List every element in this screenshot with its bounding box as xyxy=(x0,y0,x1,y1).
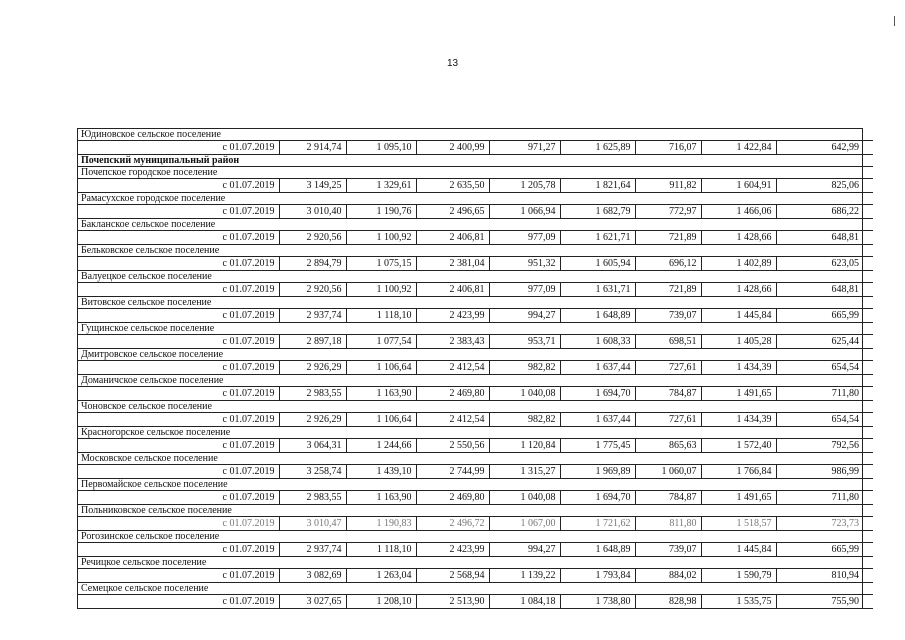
tariff-value-cell: 1 040,08 xyxy=(489,387,560,401)
settlement-name-row xyxy=(78,323,873,335)
tariff-value-cell: 1 648,89 xyxy=(560,543,635,557)
tariff-value-cell: 1 590,79 xyxy=(701,569,776,583)
tariff-value-cell: 986,99 xyxy=(776,465,873,479)
tariff-value-cell: 1 572,40 xyxy=(701,439,776,453)
tariff-value-cell: 1 329,61 xyxy=(346,179,416,193)
settlement-name-row xyxy=(78,129,873,141)
tariff-value-cell: 1 637,44 xyxy=(560,413,635,427)
tariff-value-cell: 698,51 xyxy=(635,335,701,349)
tariff-value-cell: 1 077,54 xyxy=(346,335,416,349)
effective-date-cell: с 01.07.2019 xyxy=(78,595,279,609)
tariff-value-cell: 2 744,99 xyxy=(416,465,489,479)
tariff-value-cell: 982,82 xyxy=(489,361,560,375)
tariff-value-cell: 2 568,94 xyxy=(416,569,489,583)
effective-date-cell: с 01.07.2019 xyxy=(78,465,279,479)
tariff-value-cell: 1 535,75 xyxy=(701,595,776,609)
effective-date-cell: с 01.07.2019 xyxy=(78,335,279,349)
tariff-value-cell: 2 423,99 xyxy=(416,309,489,323)
settlement-name: Чоновское сельское поселение xyxy=(81,401,212,412)
tariff-values-row xyxy=(78,283,873,297)
tariff-value-cell: 2 914,74 xyxy=(279,141,346,155)
page-number: 13 xyxy=(446,58,459,69)
tariff-value-cell: 884,02 xyxy=(635,569,701,583)
tariff-value-cell: 792,56 xyxy=(776,439,873,453)
settlement-name: Дмитровское сельское поселение xyxy=(81,349,224,360)
settlement-name-row xyxy=(78,557,873,569)
tariff-value-cell: 865,63 xyxy=(635,439,701,453)
tariff-value-cell: 1 969,89 xyxy=(560,465,635,479)
tariff-value-cell: 1 445,84 xyxy=(701,543,776,557)
tariff-value-cell: 1 060,07 xyxy=(635,465,701,479)
tariff-value-cell: 1 190,83 xyxy=(346,517,416,531)
settlement-name: Юдиновское сельское поселение xyxy=(81,129,221,140)
tariff-value-cell: 2 406,81 xyxy=(416,231,489,245)
settlement-name-row xyxy=(78,453,873,465)
tariff-value-cell: 2 496,72 xyxy=(416,517,489,531)
effective-date-cell: с 01.07.2019 xyxy=(78,387,279,401)
tariff-value-cell: 2 983,55 xyxy=(279,491,346,505)
tariff-value-cell: 1 139,22 xyxy=(489,569,560,583)
effective-date-cell: с 01.07.2019 xyxy=(78,569,279,583)
tariff-value-cell: 1 106,64 xyxy=(346,361,416,375)
tariff-value-cell: 1 106,64 xyxy=(346,413,416,427)
settlement-name-row xyxy=(78,583,873,595)
tariff-value-cell: 727,61 xyxy=(635,361,701,375)
tariff-value-cell: 1 608,33 xyxy=(560,335,635,349)
tariff-value-cell: 1 434,39 xyxy=(701,413,776,427)
tariff-values-row xyxy=(78,231,873,245)
tariff-value-cell: 1 491,65 xyxy=(701,491,776,505)
tariff-values-row xyxy=(78,361,873,375)
tariff-value-cell: 2 937,74 xyxy=(279,309,346,323)
settlement-name-row xyxy=(78,193,873,205)
tariff-value-cell: 1 648,89 xyxy=(560,309,635,323)
tariff-value-cell: 1 428,66 xyxy=(701,283,776,297)
settlement-name: Бакланское сельское поселение xyxy=(81,219,216,230)
tariff-value-cell: 1 605,94 xyxy=(560,257,635,271)
settlement-name: Доманичское сельское поселение xyxy=(81,375,224,386)
tariff-value-cell: 2 926,29 xyxy=(279,361,346,375)
tariff-value-cell: 1 694,70 xyxy=(560,491,635,505)
settlement-name-row xyxy=(78,297,873,309)
tariff-value-cell: 2 635,50 xyxy=(416,179,489,193)
settlement-name-row xyxy=(78,271,873,283)
tariff-value-cell: 721,89 xyxy=(635,231,701,245)
tariff-value-cell: 1 439,10 xyxy=(346,465,416,479)
tariff-value-cell: 739,07 xyxy=(635,309,701,323)
settlement-name-row xyxy=(78,505,873,517)
effective-date-cell: с 01.07.2019 xyxy=(78,517,279,531)
tariff-value-cell: 2 383,43 xyxy=(416,335,489,349)
tariff-value-cell: 654,54 xyxy=(776,413,873,427)
tariff-value-cell: 1 075,15 xyxy=(346,257,416,271)
tariff-value-cell: 3 149,25 xyxy=(279,179,346,193)
settlement-name-row xyxy=(78,531,873,543)
tariff-value-cell: 994,27 xyxy=(489,543,560,557)
effective-date-cell: с 01.07.2019 xyxy=(78,283,279,297)
tariff-value-cell: 2 550,56 xyxy=(416,439,489,453)
tariff-value-cell: 654,54 xyxy=(776,361,873,375)
tariff-value-cell: 977,09 xyxy=(489,231,560,245)
tariff-value-cell: 2 897,18 xyxy=(279,335,346,349)
tariff-value-cell: 2 400,99 xyxy=(416,141,489,155)
tariff-value-cell: 2 920,56 xyxy=(279,283,346,297)
tariff-values-row xyxy=(78,439,873,453)
tariff-values-row xyxy=(78,465,873,479)
tariff-table-container xyxy=(77,128,863,609)
tariff-values-row xyxy=(78,179,873,193)
effective-date-cell: с 01.07.2019 xyxy=(78,361,279,375)
tariff-value-cell: 1 095,10 xyxy=(346,141,416,155)
tariff-value-cell: 1 625,89 xyxy=(560,141,635,155)
settlement-name: Первомайское сельское поселение xyxy=(81,479,228,490)
tariff-value-cell: 1 694,70 xyxy=(560,387,635,401)
settlement-name: Гущинское сельское поселение xyxy=(81,323,215,334)
tariff-value-cell: 1 738,80 xyxy=(560,595,635,609)
effective-date-cell: с 01.07.2019 xyxy=(78,491,279,505)
tariff-value-cell: 811,80 xyxy=(635,517,701,531)
tariff-value-cell: 2 469,80 xyxy=(416,387,489,401)
tariff-value-cell: 1 402,89 xyxy=(701,257,776,271)
tariff-value-cell: 1 263,04 xyxy=(346,569,416,583)
settlement-name-row xyxy=(78,349,873,361)
settlement-name: Московское сельское поселение xyxy=(81,453,218,464)
district-name: Почепский муниципальный район xyxy=(78,155,873,167)
tariff-table xyxy=(78,129,873,609)
settlement-name: Рамасухское городское поселение xyxy=(81,193,226,204)
tariff-value-cell: 3 027,65 xyxy=(279,595,346,609)
effective-date-cell: с 01.07.2019 xyxy=(78,179,279,193)
tariff-value-cell: 1 631,71 xyxy=(560,283,635,297)
tariff-table-body xyxy=(78,129,873,609)
tariff-value-cell: 665,99 xyxy=(776,543,873,557)
tariff-value-cell: 721,89 xyxy=(635,283,701,297)
tariff-value-cell: 1 084,18 xyxy=(489,595,560,609)
tariff-value-cell: 1 315,27 xyxy=(489,465,560,479)
tariff-value-cell: 1 428,66 xyxy=(701,231,776,245)
tariff-value-cell: 3 258,74 xyxy=(279,465,346,479)
tariff-value-cell: 1 190,76 xyxy=(346,205,416,219)
tariff-value-cell: 2 469,80 xyxy=(416,491,489,505)
tariff-values-row xyxy=(78,595,873,609)
tariff-value-cell: 711,80 xyxy=(776,491,873,505)
tariff-value-cell: 971,27 xyxy=(489,141,560,155)
settlement-name-row xyxy=(78,401,873,413)
tariff-value-cell: 1 118,10 xyxy=(346,543,416,557)
tariff-values-row xyxy=(78,491,873,505)
tariff-value-cell: 1 604,91 xyxy=(701,179,776,193)
settlement-name-row xyxy=(78,479,873,491)
tariff-value-cell: 1 118,10 xyxy=(346,309,416,323)
tariff-values-row xyxy=(78,387,873,401)
settlement-name: Красногорское сельское поселение xyxy=(81,427,231,438)
tariff-value-cell: 977,09 xyxy=(489,283,560,297)
tariff-value-cell: 727,61 xyxy=(635,413,701,427)
tariff-value-cell: 1 518,57 xyxy=(701,517,776,531)
tariff-value-cell: 716,07 xyxy=(635,141,701,155)
tariff-value-cell: 1 434,39 xyxy=(701,361,776,375)
tariff-value-cell: 3 064,31 xyxy=(279,439,346,453)
tariff-value-cell: 772,97 xyxy=(635,205,701,219)
tariff-value-cell: 1 163,90 xyxy=(346,387,416,401)
tariff-value-cell: 686,22 xyxy=(776,205,873,219)
tariff-value-cell: 994,27 xyxy=(489,309,560,323)
tariff-value-cell: 1 793,84 xyxy=(560,569,635,583)
tariff-value-cell: 642,99 xyxy=(776,141,873,155)
tariff-value-cell: 1 766,84 xyxy=(701,465,776,479)
settlement-name: Польниковское сельское поселение xyxy=(81,505,232,516)
tariff-value-cell: 1 120,84 xyxy=(489,439,560,453)
tariff-value-cell: 2 894,79 xyxy=(279,257,346,271)
tariff-value-cell: 1 821,64 xyxy=(560,179,635,193)
tariff-value-cell: 1 066,94 xyxy=(489,205,560,219)
tariff-value-cell: 3 082,69 xyxy=(279,569,346,583)
effective-date-cell: с 01.07.2019 xyxy=(78,439,279,453)
effective-date-cell: с 01.07.2019 xyxy=(78,231,279,245)
settlement-name-row xyxy=(78,245,873,257)
tariff-values-row xyxy=(78,335,873,349)
tariff-value-cell: 911,82 xyxy=(635,179,701,193)
tariff-value-cell: 625,44 xyxy=(776,335,873,349)
tariff-value-cell: 953,71 xyxy=(489,335,560,349)
tariff-value-cell: 2 926,29 xyxy=(279,413,346,427)
tariff-value-cell: 696,12 xyxy=(635,257,701,271)
settlement-name: Валуецкое сельское поселение xyxy=(81,271,212,282)
scan-corner-mark xyxy=(894,16,895,26)
settlement-name-row xyxy=(78,167,873,179)
settlement-name-row xyxy=(78,375,873,387)
settlement-name-row xyxy=(78,427,873,439)
tariff-value-cell: 3 010,47 xyxy=(279,517,346,531)
settlement-name: Семецкое сельское поселение xyxy=(81,583,209,594)
tariff-value-cell: 1 244,66 xyxy=(346,439,416,453)
tariff-value-cell: 2 920,56 xyxy=(279,231,346,245)
tariff-value-cell: 810,94 xyxy=(776,569,873,583)
tariff-value-cell: 3 010,40 xyxy=(279,205,346,219)
tariff-value-cell: 2 412,54 xyxy=(416,361,489,375)
tariff-value-cell: 648,81 xyxy=(776,283,873,297)
tariff-value-cell: 723,73 xyxy=(776,517,873,531)
tariff-value-cell: 1 621,71 xyxy=(560,231,635,245)
tariff-value-cell: 1 466,06 xyxy=(701,205,776,219)
tariff-values-row xyxy=(78,205,873,219)
tariff-value-cell: 982,82 xyxy=(489,413,560,427)
effective-date-cell: с 01.07.2019 xyxy=(78,141,279,155)
effective-date-cell: с 01.07.2019 xyxy=(78,205,279,219)
tariff-value-cell: 1 422,84 xyxy=(701,141,776,155)
tariff-value-cell: 1 637,44 xyxy=(560,361,635,375)
tariff-values-row xyxy=(78,309,873,323)
tariff-values-row xyxy=(78,141,873,155)
tariff-value-cell: 1 405,28 xyxy=(701,335,776,349)
tariff-values-row xyxy=(78,543,873,557)
tariff-value-cell: 711,80 xyxy=(776,387,873,401)
tariff-values-row xyxy=(78,517,873,531)
tariff-value-cell: 739,07 xyxy=(635,543,701,557)
tariff-value-cell: 2 423,99 xyxy=(416,543,489,557)
settlement-name: Почепское городское поселение xyxy=(81,167,218,178)
tariff-value-cell: 623,05 xyxy=(776,257,873,271)
tariff-values-row xyxy=(78,257,873,271)
tariff-value-cell: 951,32 xyxy=(489,257,560,271)
settlement-name: Рогозинское сельское поселение xyxy=(81,531,220,542)
tariff-value-cell: 825,06 xyxy=(776,179,873,193)
tariff-value-cell: 1 208,10 xyxy=(346,595,416,609)
tariff-value-cell: 2 496,65 xyxy=(416,205,489,219)
tariff-value-cell: 1 100,92 xyxy=(346,283,416,297)
tariff-value-cell: 2 513,90 xyxy=(416,595,489,609)
effective-date-cell: с 01.07.2019 xyxy=(78,413,279,427)
tariff-value-cell: 1 205,78 xyxy=(489,179,560,193)
tariff-values-row xyxy=(78,569,873,583)
tariff-value-cell: 2 937,74 xyxy=(279,543,346,557)
settlement-name-row xyxy=(78,219,873,231)
effective-date-cell: с 01.07.2019 xyxy=(78,257,279,271)
settlement-name: Витовское сельское поселение xyxy=(81,297,212,308)
settlement-name: Речицкое сельское поселение xyxy=(81,557,207,568)
tariff-value-cell: 784,87 xyxy=(635,387,701,401)
effective-date-cell: с 01.07.2019 xyxy=(78,309,279,323)
tariff-value-cell: 665,99 xyxy=(776,309,873,323)
tariff-values-row xyxy=(78,413,873,427)
tariff-value-cell: 1 100,92 xyxy=(346,231,416,245)
tariff-value-cell: 828,98 xyxy=(635,595,701,609)
tariff-value-cell: 755,90 xyxy=(776,595,873,609)
settlement-name: Бельковское сельское поселение xyxy=(81,245,220,256)
tariff-value-cell: 2 412,54 xyxy=(416,413,489,427)
tariff-value-cell: 784,87 xyxy=(635,491,701,505)
tariff-value-cell: 1 491,65 xyxy=(701,387,776,401)
tariff-value-cell: 1 682,79 xyxy=(560,205,635,219)
effective-date-cell: с 01.07.2019 xyxy=(78,543,279,557)
tariff-value-cell: 1 721,62 xyxy=(560,517,635,531)
district-header-row xyxy=(78,155,873,167)
tariff-value-cell: 1 775,45 xyxy=(560,439,635,453)
tariff-value-cell: 2 983,55 xyxy=(279,387,346,401)
tariff-value-cell: 2 406,81 xyxy=(416,283,489,297)
tariff-value-cell: 1 040,08 xyxy=(489,491,560,505)
tariff-value-cell: 1 445,84 xyxy=(701,309,776,323)
tariff-value-cell: 2 381,04 xyxy=(416,257,489,271)
tariff-value-cell: 1 163,90 xyxy=(346,491,416,505)
tariff-value-cell: 1 067,00 xyxy=(489,517,560,531)
tariff-value-cell: 648,81 xyxy=(776,231,873,245)
